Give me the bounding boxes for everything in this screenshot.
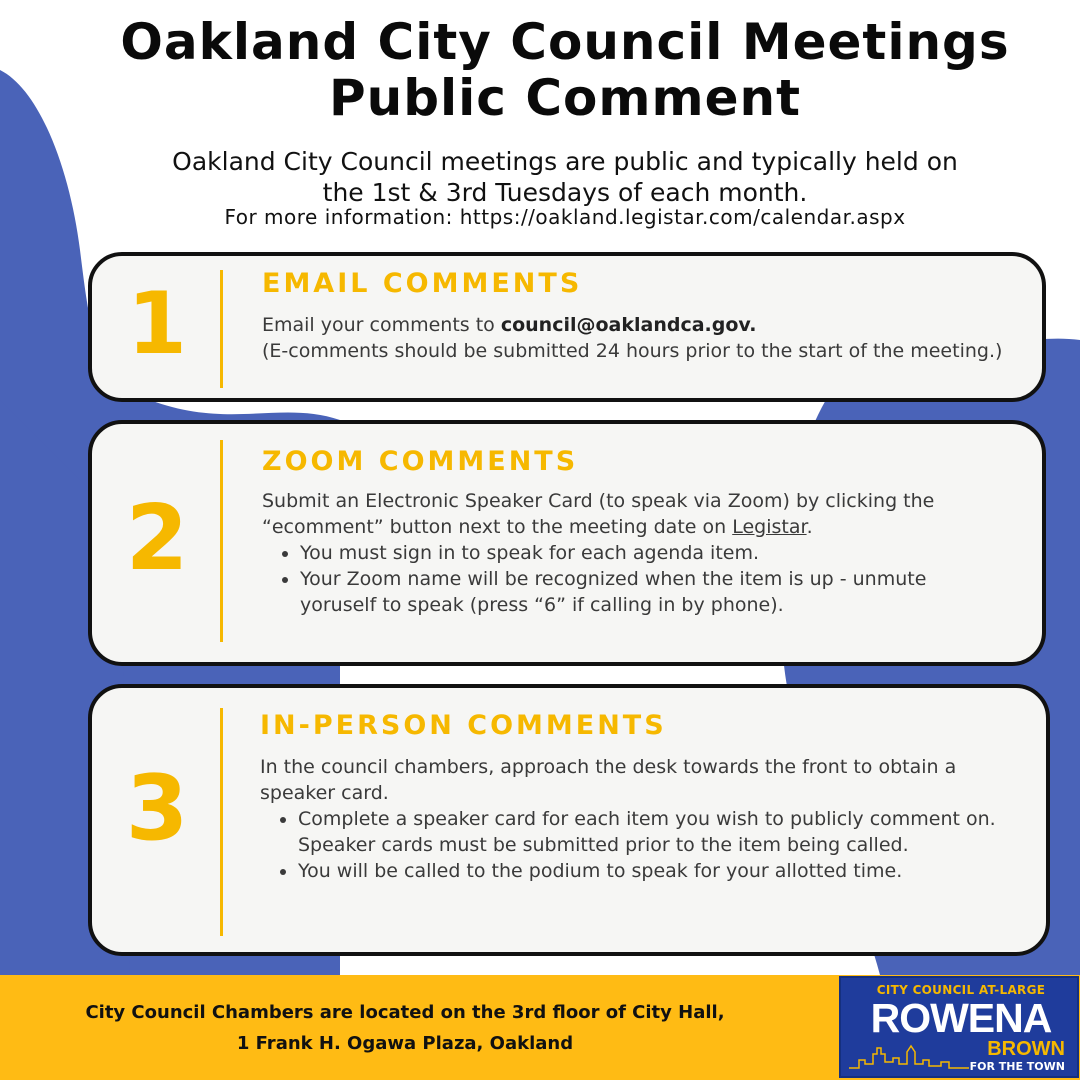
- card-body: [260, 754, 1010, 884]
- link-suffix: .: [806, 516, 813, 538]
- footer-line-2: 1 Frank H. Ogawa Plaza, Oakland: [236, 1033, 574, 1054]
- in-person-bullets: [298, 806, 1010, 884]
- list-item: • Your Zoom name will be recognized when the item is up - unmute yoruself to speak (press “6” if calling in by phone).: [300, 566, 1006, 618]
- zoom-text: Submit an Electronic Speaker Card (to speak via Zoom) by clicking the “ecomment” button next to the meeting date on: [262, 490, 935, 538]
- card-title: IN-PERSON COMMENTS: [260, 710, 667, 741]
- list-item: • You will be called to the podium to speak for your allotted time.: [298, 858, 1010, 884]
- title-line-2: Public Comment: [328, 69, 801, 127]
- intro-line-1: Oakland City Council meetings are public and typically held on: [172, 147, 958, 176]
- title-line-1: Oakland City Council Meetings: [120, 13, 1010, 71]
- page-title: [70, 14, 1060, 126]
- card-title: ZOOM COMMENTS: [262, 446, 579, 477]
- email-note: (E-comments should be submitted 24 hours prior to the start of the meeting.): [262, 340, 1003, 362]
- list-item: • Complete a speaker card for each item you wish to publicly comment on. Speaker cards must be submitted prior to the item being called.: [298, 806, 1010, 858]
- list-item: • You must sign in to speak for each agenda item.: [300, 540, 1006, 566]
- intro-text: [60, 146, 1070, 208]
- badge-last-name: BROWN: [987, 1038, 1065, 1060]
- skyline-icon: [849, 1040, 969, 1070]
- card-email: [88, 252, 1046, 402]
- card-number: 1: [127, 274, 187, 374]
- card-number: 2: [125, 486, 189, 591]
- footer-line-1: City Council Chambers are located on the 3rd floor of City Hall,: [85, 1002, 725, 1023]
- email-prefix: Email your comments to: [262, 314, 501, 336]
- intro-line-2: the 1st & 3rd Tuesdays of each month.: [322, 178, 808, 207]
- badge-first-name: ROWENA: [870, 995, 1052, 1041]
- info-link-text[interactable]: For more information: https://oakland.legistar.com/calendar.aspx: [224, 205, 906, 229]
- card-number: 3: [125, 756, 189, 861]
- in-person-text: In the council chambers, approach the desk towards the front to obtain a speaker card.: [260, 756, 957, 804]
- card-body: [262, 488, 1006, 618]
- badge-office: CITY COUNCIL AT-LARGE: [876, 983, 1046, 997]
- card-zoom: [88, 420, 1046, 666]
- footer-location: [30, 997, 780, 1059]
- card-divider: [220, 440, 223, 642]
- card-body: [262, 312, 1006, 364]
- card-divider: [220, 270, 223, 388]
- email-address[interactable]: council@oaklandca.gov.: [500, 314, 757, 336]
- legistar-link[interactable]: Legistar: [732, 516, 807, 538]
- zoom-bullets: [300, 540, 1006, 618]
- card-title: EMAIL COMMENTS: [262, 268, 583, 299]
- campaign-logo: [839, 976, 1079, 1078]
- card-divider: [220, 708, 223, 936]
- badge-tagline: FOR THE TOWN: [969, 1060, 1065, 1073]
- card-in-person: [88, 684, 1050, 956]
